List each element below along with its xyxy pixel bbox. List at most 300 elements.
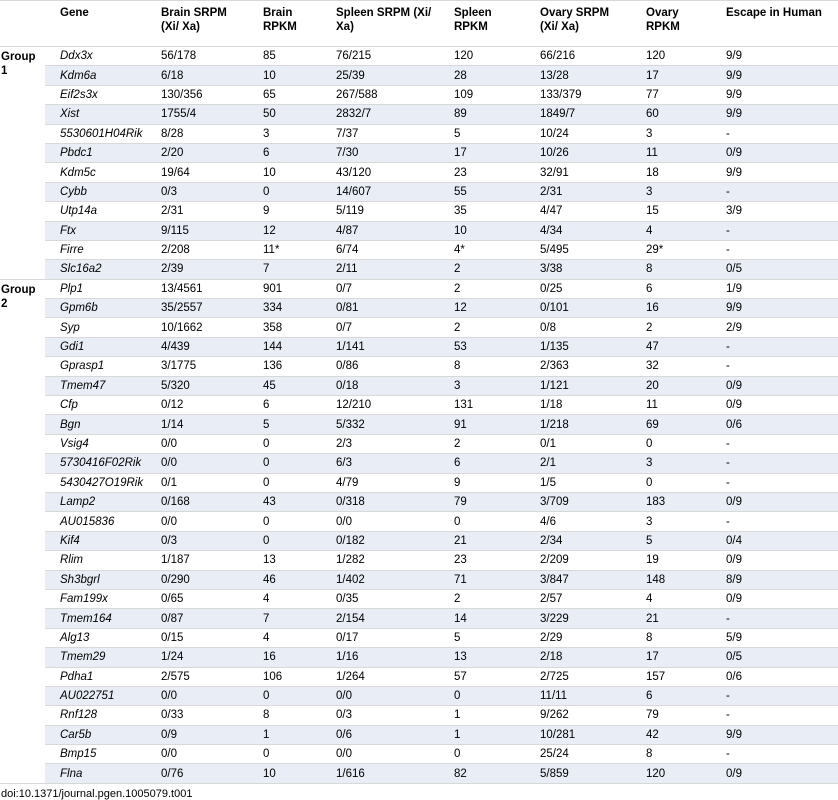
table-row [0, 260, 838, 279]
cell-brain-srpm: 0/168 [146, 492, 248, 511]
cell-brain-rpkm: 901 [248, 279, 321, 298]
cell-ovary-srpm: 2/1 [525, 454, 631, 473]
cell-ovary-srpm: 13/28 [525, 66, 631, 85]
cell-brain-rpkm: 10 [248, 163, 321, 182]
cell-ovary-rpkm: 69 [631, 415, 711, 434]
cell-spleen-srpm: 1/264 [321, 667, 439, 686]
cell-brain-rpkm: 0 [248, 512, 321, 531]
cell-ovary-srpm: 1/135 [525, 337, 631, 356]
cell-brain-rpkm: 9 [248, 202, 321, 221]
cell-escape: - [711, 182, 838, 201]
cell-brain-rpkm: 10 [248, 764, 321, 783]
cell-gene: Alg13 [45, 628, 146, 647]
group-label: Group 1 [0, 47, 45, 280]
cell-brain-rpkm: 43 [248, 492, 321, 511]
cell-ovary-rpkm: 6 [631, 279, 711, 298]
cell-ovary-srpm: 133/379 [525, 85, 631, 104]
cell-brain-srpm: 9/115 [146, 221, 248, 240]
cell-spleen-srpm: 0/7 [321, 318, 439, 337]
cell-spleen-srpm: 0/0 [321, 745, 439, 764]
table-row [0, 337, 838, 356]
cell-spleen-rpkm: 0 [439, 686, 525, 705]
table-row [0, 143, 838, 162]
table-row [0, 415, 838, 434]
header-group [0, 1, 45, 47]
cell-gene: Flna [45, 764, 146, 783]
cell-ovary-srpm: 0/1 [525, 434, 631, 453]
cell-brain-rpkm: 10 [248, 66, 321, 85]
cell-brain-srpm: 0/0 [146, 512, 248, 531]
cell-ovary-rpkm: 148 [631, 570, 711, 589]
cell-brain-rpkm: 65 [248, 85, 321, 104]
cell-escape: - [711, 240, 838, 259]
cell-brain-rpkm: 16 [248, 648, 321, 667]
cell-brain-srpm: 0/87 [146, 609, 248, 628]
cell-ovary-rpkm: 42 [631, 725, 711, 744]
cell-spleen-srpm: 0/35 [321, 589, 439, 608]
cell-gene: Bmp15 [45, 745, 146, 764]
cell-brain-rpkm: 106 [248, 667, 321, 686]
cell-gene: Ftx [45, 221, 146, 240]
cell-spleen-rpkm: 23 [439, 163, 525, 182]
table-row [0, 85, 838, 104]
cell-ovary-srpm: 25/24 [525, 745, 631, 764]
cell-brain-rpkm: 85 [248, 47, 321, 66]
cell-ovary-rpkm: 8 [631, 628, 711, 647]
cell-gene: Plp1 [45, 279, 146, 298]
cell-ovary-rpkm: 19 [631, 551, 711, 570]
cell-spleen-srpm: 0/0 [321, 686, 439, 705]
cell-spleen-srpm: 0/0 [321, 512, 439, 531]
cell-ovary-srpm: 2/363 [525, 357, 631, 376]
cell-spleen-rpkm: 91 [439, 415, 525, 434]
table-row [0, 299, 838, 318]
table-row [0, 667, 838, 686]
cell-spleen-rpkm: 23 [439, 551, 525, 570]
cell-ovary-rpkm: 2 [631, 318, 711, 337]
cell-ovary-rpkm: 32 [631, 357, 711, 376]
cell-brain-srpm: 2/208 [146, 240, 248, 259]
cell-brain-srpm: 8/28 [146, 124, 248, 143]
cell-gene: Tmem164 [45, 609, 146, 628]
cell-ovary-srpm: 1/218 [525, 415, 631, 434]
cell-ovary-rpkm: 183 [631, 492, 711, 511]
table-row [0, 66, 838, 85]
cell-escape: 9/9 [711, 725, 838, 744]
table-row [0, 240, 838, 259]
table-row [0, 434, 838, 453]
cell-spleen-srpm: 1/282 [321, 551, 439, 570]
cell-spleen-rpkm: 57 [439, 667, 525, 686]
cell-escape: 9/9 [711, 85, 838, 104]
cell-gene: Syp [45, 318, 146, 337]
table-row [0, 609, 838, 628]
cell-brain-rpkm: 6 [248, 143, 321, 162]
cell-gene: Rnf128 [45, 706, 146, 725]
cell-gene: Eif2s3x [45, 85, 146, 104]
table-row [0, 764, 838, 783]
cell-brain-rpkm: 50 [248, 105, 321, 124]
cell-gene: Lamp2 [45, 492, 146, 511]
cell-ovary-srpm: 3/847 [525, 570, 631, 589]
header-brain-rpkm: Brain RPKM [248, 1, 321, 47]
cell-brain-rpkm: 0 [248, 745, 321, 764]
cell-gene: Gpm6b [45, 299, 146, 318]
cell-spleen-rpkm: 6 [439, 454, 525, 473]
cell-escape: - [711, 434, 838, 453]
cell-gene: Pbdc1 [45, 143, 146, 162]
cell-brain-rpkm: 0 [248, 531, 321, 550]
cell-escape: 0/5 [711, 260, 838, 279]
table-row [0, 473, 838, 492]
cell-brain-srpm: 6/18 [146, 66, 248, 85]
cell-spleen-srpm: 4/79 [321, 473, 439, 492]
cell-gene: Vsig4 [45, 434, 146, 453]
table-row [0, 725, 838, 744]
table-row [0, 454, 838, 473]
cell-gene: Gprasp1 [45, 357, 146, 376]
cell-spleen-rpkm: 4* [439, 240, 525, 259]
cell-spleen-rpkm: 12 [439, 299, 525, 318]
cell-ovary-rpkm: 120 [631, 764, 711, 783]
cell-brain-srpm: 1/24 [146, 648, 248, 667]
cell-ovary-rpkm: 47 [631, 337, 711, 356]
cell-ovary-srpm: 2/31 [525, 182, 631, 201]
cell-brain-rpkm: 5 [248, 415, 321, 434]
cell-spleen-srpm: 7/30 [321, 143, 439, 162]
cell-spleen-srpm: 0/18 [321, 376, 439, 395]
cell-gene: Gdi1 [45, 337, 146, 356]
cell-spleen-rpkm: 2 [439, 318, 525, 337]
cell-spleen-rpkm: 71 [439, 570, 525, 589]
cell-gene: Bgn [45, 415, 146, 434]
cell-ovary-srpm: 2/29 [525, 628, 631, 647]
cell-gene: Cybb [45, 182, 146, 201]
cell-spleen-srpm: 0/17 [321, 628, 439, 647]
cell-brain-srpm: 0/3 [146, 182, 248, 201]
cell-brain-rpkm: 334 [248, 299, 321, 318]
table-row [0, 105, 838, 124]
cell-gene: 5430427O19Rik [45, 473, 146, 492]
cell-gene: Xist [45, 105, 146, 124]
cell-gene: Car5b [45, 725, 146, 744]
cell-brain-srpm: 0/0 [146, 454, 248, 473]
cell-brain-rpkm: 0 [248, 434, 321, 453]
cell-ovary-rpkm: 0 [631, 434, 711, 453]
cell-brain-srpm: 0/9 [146, 725, 248, 744]
cell-ovary-rpkm: 3 [631, 182, 711, 201]
cell-brain-srpm: 19/64 [146, 163, 248, 182]
cell-brain-srpm: 0/0 [146, 434, 248, 453]
cell-ovary-rpkm: 29* [631, 240, 711, 259]
cell-ovary-rpkm: 77 [631, 85, 711, 104]
cell-brain-rpkm: 0 [248, 454, 321, 473]
cell-ovary-srpm: 4/47 [525, 202, 631, 221]
cell-brain-rpkm: 46 [248, 570, 321, 589]
cell-escape: 0/9 [711, 396, 838, 415]
cell-ovary-rpkm: 11 [631, 396, 711, 415]
cell-brain-srpm: 1755/4 [146, 105, 248, 124]
cell-brain-srpm: 1/14 [146, 415, 248, 434]
cell-brain-rpkm: 11* [248, 240, 321, 259]
cell-brain-srpm: 0/65 [146, 589, 248, 608]
cell-ovary-srpm: 2/34 [525, 531, 631, 550]
cell-escape: 1/9 [711, 279, 838, 298]
cell-brain-srpm: 2/31 [146, 202, 248, 221]
cell-escape: 9/9 [711, 66, 838, 85]
table-row [0, 221, 838, 240]
cell-ovary-rpkm: 11 [631, 143, 711, 162]
cell-spleen-srpm: 25/39 [321, 66, 439, 85]
cell-ovary-srpm: 1/18 [525, 396, 631, 415]
table-body [0, 47, 838, 784]
group-label: Group 2 [0, 279, 45, 783]
cell-spleen-srpm: 5/332 [321, 415, 439, 434]
cell-ovary-srpm: 0/8 [525, 318, 631, 337]
cell-spleen-srpm: 1/402 [321, 570, 439, 589]
cell-escape: 0/4 [711, 531, 838, 550]
cell-escape: 9/9 [711, 299, 838, 318]
cell-spleen-srpm: 1/141 [321, 337, 439, 356]
cell-spleen-srpm: 0/81 [321, 299, 439, 318]
cell-spleen-rpkm: 55 [439, 182, 525, 201]
table-row [0, 357, 838, 376]
cell-escape: 9/9 [711, 47, 838, 66]
table-row [0, 512, 838, 531]
cell-ovary-srpm: 66/216 [525, 47, 631, 66]
cell-ovary-srpm: 2/209 [525, 551, 631, 570]
cell-brain-rpkm: 144 [248, 337, 321, 356]
cell-ovary-rpkm: 4 [631, 221, 711, 240]
cell-brain-rpkm: 4 [248, 628, 321, 647]
header-ovary-srpm: Ovary SRPM (Xi/ Xa) [525, 1, 631, 47]
cell-ovary-rpkm: 21 [631, 609, 711, 628]
cell-ovary-srpm: 3/709 [525, 492, 631, 511]
cell-gene: Kdm5c [45, 163, 146, 182]
table-row [0, 551, 838, 570]
cell-gene: AU015836 [45, 512, 146, 531]
cell-spleen-rpkm: 82 [439, 764, 525, 783]
cell-escape: - [711, 357, 838, 376]
cell-ovary-srpm: 1849/7 [525, 105, 631, 124]
cell-spleen-rpkm: 131 [439, 396, 525, 415]
cell-escape: 0/6 [711, 415, 838, 434]
cell-spleen-rpkm: 5 [439, 628, 525, 647]
cell-spleen-rpkm: 10 [439, 221, 525, 240]
cell-brain-srpm: 0/1 [146, 473, 248, 492]
header-escape-human: Escape in Human [711, 1, 838, 47]
table-row [0, 318, 838, 337]
cell-ovary-rpkm: 0 [631, 473, 711, 492]
cell-ovary-srpm: 4/34 [525, 221, 631, 240]
cell-spleen-srpm: 1/616 [321, 764, 439, 783]
cell-spleen-srpm: 6/3 [321, 454, 439, 473]
cell-brain-rpkm: 0 [248, 686, 321, 705]
table-row [0, 396, 838, 415]
cell-ovary-srpm: 10/24 [525, 124, 631, 143]
table-row [0, 706, 838, 725]
cell-spleen-srpm: 2/11 [321, 260, 439, 279]
table-row [0, 686, 838, 705]
cell-ovary-srpm: 0/25 [525, 279, 631, 298]
cell-ovary-srpm: 4/6 [525, 512, 631, 531]
cell-spleen-srpm: 5/119 [321, 202, 439, 221]
cell-spleen-rpkm: 13 [439, 648, 525, 667]
cell-spleen-rpkm: 1 [439, 725, 525, 744]
cell-ovary-rpkm: 20 [631, 376, 711, 395]
cell-ovary-srpm: 0/101 [525, 299, 631, 318]
cell-escape: 8/9 [711, 570, 838, 589]
cell-spleen-srpm: 0/3 [321, 706, 439, 725]
cell-brain-srpm: 0/0 [146, 745, 248, 764]
cell-brain-srpm: 0/290 [146, 570, 248, 589]
cell-brain-srpm: 0/15 [146, 628, 248, 647]
cell-brain-srpm: 10/1662 [146, 318, 248, 337]
cell-spleen-srpm: 14/607 [321, 182, 439, 201]
cell-ovary-rpkm: 6 [631, 686, 711, 705]
table-row [0, 628, 838, 647]
cell-gene: Ddx3x [45, 47, 146, 66]
cell-escape: - [711, 454, 838, 473]
cell-escape: - [711, 745, 838, 764]
table-row [0, 648, 838, 667]
cell-gene: 5530601H04Rik [45, 124, 146, 143]
table-row [0, 570, 838, 589]
cell-ovary-srpm: 1/121 [525, 376, 631, 395]
cell-ovary-rpkm: 120 [631, 47, 711, 66]
cell-spleen-rpkm: 79 [439, 492, 525, 511]
cell-spleen-srpm: 12/210 [321, 396, 439, 415]
cell-brain-rpkm: 45 [248, 376, 321, 395]
cell-spleen-srpm: 4/87 [321, 221, 439, 240]
table-row [0, 531, 838, 550]
cell-brain-srpm: 2/575 [146, 667, 248, 686]
cell-brain-rpkm: 1 [248, 725, 321, 744]
cell-brain-rpkm: 0 [248, 182, 321, 201]
cell-brain-srpm: 4/439 [146, 337, 248, 356]
cell-ovary-rpkm: 8 [631, 745, 711, 764]
cell-ovary-rpkm: 157 [631, 667, 711, 686]
cell-ovary-srpm: 32/91 [525, 163, 631, 182]
cell-ovary-srpm: 5/495 [525, 240, 631, 259]
cell-spleen-srpm: 0/182 [321, 531, 439, 550]
cell-ovary-srpm: 10/281 [525, 725, 631, 744]
cell-escape: 9/9 [711, 105, 838, 124]
cell-escape: 2/9 [711, 318, 838, 337]
cell-escape: 0/9 [711, 143, 838, 162]
cell-brain-srpm: 1/187 [146, 551, 248, 570]
table-row [0, 745, 838, 764]
header-ovary-rpkm: Ovary RPKM [631, 1, 711, 47]
cell-ovary-rpkm: 3 [631, 512, 711, 531]
table-row [0, 47, 838, 66]
cell-escape: 0/5 [711, 648, 838, 667]
cell-spleen-rpkm: 0 [439, 745, 525, 764]
cell-brain-srpm: 5/320 [146, 376, 248, 395]
table-row [0, 163, 838, 182]
cell-gene: Kif4 [45, 531, 146, 550]
cell-spleen-rpkm: 120 [439, 47, 525, 66]
cell-brain-srpm: 3/1775 [146, 357, 248, 376]
cell-spleen-rpkm: 2 [439, 279, 525, 298]
cell-spleen-rpkm: 14 [439, 609, 525, 628]
table-row [0, 492, 838, 511]
cell-ovary-rpkm: 60 [631, 105, 711, 124]
cell-spleen-srpm: 7/37 [321, 124, 439, 143]
table-row [0, 202, 838, 221]
cell-spleen-rpkm: 3 [439, 376, 525, 395]
cell-ovary-rpkm: 8 [631, 260, 711, 279]
cell-spleen-rpkm: 109 [439, 85, 525, 104]
cell-spleen-srpm: 2/154 [321, 609, 439, 628]
cell-brain-srpm: 0/3 [146, 531, 248, 550]
cell-gene: Tmem29 [45, 648, 146, 667]
cell-gene: 5730416F02Rik [45, 454, 146, 473]
cell-ovary-rpkm: 3 [631, 124, 711, 143]
cell-spleen-srpm: 1/16 [321, 648, 439, 667]
header-gene: Gene [45, 1, 146, 47]
cell-spleen-srpm: 6/74 [321, 240, 439, 259]
cell-escape: - [711, 337, 838, 356]
cell-brain-rpkm: 136 [248, 357, 321, 376]
table-row [0, 589, 838, 608]
table-row [0, 279, 838, 298]
cell-gene: Firre [45, 240, 146, 259]
table-row [0, 376, 838, 395]
cell-escape: - [711, 512, 838, 531]
cell-brain-srpm: 56/178 [146, 47, 248, 66]
cell-brain-rpkm: 4 [248, 589, 321, 608]
cell-escape: - [711, 221, 838, 240]
cell-spleen-rpkm: 21 [439, 531, 525, 550]
cell-escape: 0/9 [711, 589, 838, 608]
cell-brain-rpkm: 358 [248, 318, 321, 337]
cell-brain-srpm: 35/2557 [146, 299, 248, 318]
cell-brain-srpm: 0/12 [146, 396, 248, 415]
cell-spleen-rpkm: 9 [439, 473, 525, 492]
cell-ovary-rpkm: 16 [631, 299, 711, 318]
cell-ovary-srpm: 3/229 [525, 609, 631, 628]
cell-ovary-srpm: 1/5 [525, 473, 631, 492]
cell-gene: Cfp [45, 396, 146, 415]
cell-escape: 9/9 [711, 163, 838, 182]
cell-brain-srpm: 0/76 [146, 764, 248, 783]
cell-spleen-srpm: 2/3 [321, 434, 439, 453]
cell-spleen-rpkm: 2 [439, 589, 525, 608]
cell-spleen-srpm: 267/588 [321, 85, 439, 104]
cell-gene: Slc16a2 [45, 260, 146, 279]
cell-spleen-rpkm: 53 [439, 337, 525, 356]
header-brain-srpm: Brain SRPM (Xi/ Xa) [146, 1, 248, 47]
cell-brain-srpm: 2/20 [146, 143, 248, 162]
cell-brain-rpkm: 0 [248, 473, 321, 492]
cell-brain-rpkm: 7 [248, 260, 321, 279]
cell-escape: - [711, 686, 838, 705]
cell-escape: 0/9 [711, 764, 838, 783]
cell-spleen-srpm: 76/215 [321, 47, 439, 66]
cell-escape: 0/9 [711, 551, 838, 570]
cell-gene: Fam199x [45, 589, 146, 608]
cell-ovary-rpkm: 3 [631, 454, 711, 473]
cell-brain-srpm: 0/0 [146, 686, 248, 705]
cell-ovary-rpkm: 5 [631, 531, 711, 550]
cell-ovary-rpkm: 4 [631, 589, 711, 608]
cell-spleen-rpkm: 0 [439, 512, 525, 531]
cell-brain-srpm: 130/356 [146, 85, 248, 104]
cell-ovary-srpm: 11/11 [525, 686, 631, 705]
cell-ovary-srpm: 2/18 [525, 648, 631, 667]
cell-escape: - [711, 706, 838, 725]
